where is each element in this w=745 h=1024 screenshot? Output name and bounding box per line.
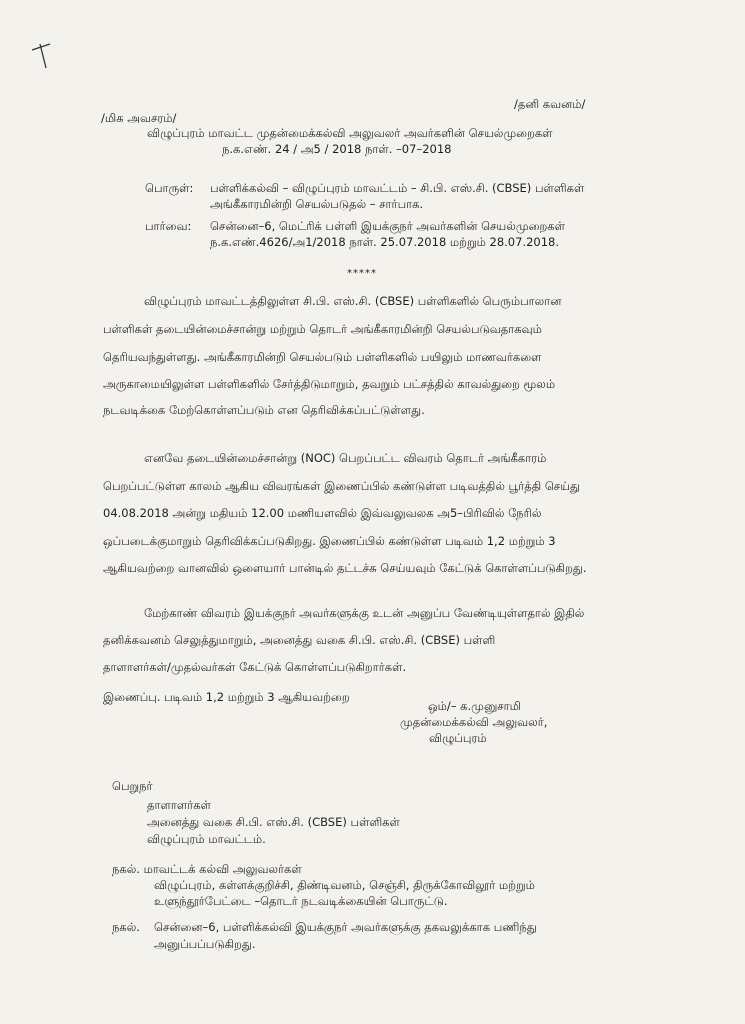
recipients-line-3: விழுப்புரம் மாவட்டம். bbox=[147, 832, 266, 846]
paragraph-2-line: ஆகியவற்றை வானவில் ஒளையார் பான்டில் தட்டச்சு செய்யவும் கேட்டுக் கொள்ளப்படுகிறது. bbox=[103, 561, 587, 575]
signature-name: ஒம்/– க.முனுசாமி bbox=[428, 699, 521, 713]
enclosure-note: இணைப்பு. படிவம் 1,2 மற்றும் 3 ஆகியவற்றை bbox=[103, 690, 350, 704]
copy-2-line-1: சென்னை–6, பள்ளிக்கல்வி இயக்குநர் அவர்களுக்கு தகவலுக்காக பணிந்து bbox=[154, 920, 537, 934]
recipients-line-1: தாளாளர்கள் bbox=[147, 798, 212, 812]
reference-line-1: சென்னை–6, மெட்ரிக் பள்ளி இயக்குநர் அவர்களின் செயல்முறைகள் bbox=[210, 219, 566, 233]
copy-1-line-1: விழுப்புரம், கள்ளக்குறிச்சி, திண்டிவனம், செஞ்சி, திருக்கோவிலூர் மற்றும் bbox=[154, 878, 535, 892]
paragraph-1-line: நடவடிக்கை மேற்கொள்ளப்படும் என தெரிவிக்கப்பட்டுள்ளது. bbox=[103, 403, 425, 417]
copy-1-label: நகல். மாவட்டக் கல்வி அலுவலர்கள் bbox=[112, 862, 302, 876]
reference-line-2: ந.க.எண்.4626/அ1/2018 நாள். 25.07.2018 மற்றும் 28.07.2018. bbox=[210, 235, 560, 249]
paragraph-3-line: தாளாளர்கள்/முதல்வர்கள் கேட்டுக் கொள்ளப்படுகிறார்கள். bbox=[103, 660, 407, 674]
paragraph-1-line: அருகாமையிலுள்ள பள்ளிகளில் சேர்த்திடுமாறும், தவறும் பட்சத்தில் காவல்துறை மூலம் bbox=[103, 377, 556, 391]
signature-place: விழுப்புரம் bbox=[429, 731, 487, 745]
reference-label: பார்வை: bbox=[145, 219, 192, 233]
signature-designation: முதன்மைக்கல்வி அலுவலர், bbox=[400, 715, 548, 729]
copy-1-line-2: உளுந்தூர்பேட்டை –தொடர் நடவடிக்கையின் பொருட்டு. bbox=[154, 894, 448, 908]
subject-label: பொருள்: bbox=[145, 181, 194, 195]
subject-line-1: பள்ளிக்கல்வி – விழுப்புரம் மாவட்டம் – சி.பி. எஸ்.சி. (CBSE) பள்ளிகள் bbox=[210, 181, 585, 195]
paragraph-3-line: மேற்காண் விவரம் இயக்குநர் அவர்களுக்கு உடன் அனுப்ப வேண்டியுள்ளதால் இதில் bbox=[144, 606, 585, 620]
paragraph-2-line: பெறப்பட்டுள்ள காலம் ஆகிய விவரங்கள் இணைப்பில் கண்டுள்ள படிவத்தில் பூர்த்தி செய்து bbox=[103, 479, 580, 493]
paragraph-1-line: தெரியவந்துள்ளது. அங்கீகாரமின்றி செயல்படும் பள்ளிகளில் பயிலும் மாணவர்களை bbox=[103, 350, 542, 364]
paragraph-1-line: விழுப்புரம் மாவட்டத்திலுள்ள சி.பி. எஸ்.சி. (CBSE) பள்ளிகளில் பெரும்பாலான bbox=[144, 294, 562, 308]
paragraph-3-line: தனிக்கவனம் செலுத்துமாறும், அனைத்து வகை சி.பி. எஸ்.சி. (CBSE) பள்ளி bbox=[103, 633, 496, 647]
reference-number: ந.க.எண். 24 / அ5 / 2018 நாள். –07–2018 bbox=[222, 142, 452, 156]
recipients-label: பெறுநர் bbox=[112, 779, 153, 793]
office-title: விழுப்புரம் மாவட்ட முதன்மைக்கல்வி அலுவலர் அவர்களின் செயல்முறைகள் bbox=[147, 126, 553, 140]
paragraph-1-line: பள்ளிகள் தடையின்மைச்சான்று மற்றும் தொடர் அங்கீகாரமின்றி செயல்படுவதாகவும் bbox=[103, 322, 542, 336]
priority-tag: /மிக அவசரம்/ bbox=[101, 111, 177, 125]
copy-2-label: நகல். bbox=[112, 920, 140, 934]
paragraph-2-line: 04.08.2018 அன்று மதியம் 12.00 மணியளவில் இவ்வலுவலக அ5–பிரிவில் நேரில் bbox=[103, 506, 542, 520]
paragraph-2-line: ஒப்படைக்குமாறும் தெரிவிக்கப்படுகிறது. இணைப்பில் கண்டுள்ள படிவம் 1,2 மற்றும் 3 bbox=[103, 534, 556, 548]
recipients-line-2: அனைத்து வகை சி.பி. எஸ்.சி. (CBSE) பள்ளிகள் bbox=[147, 815, 400, 829]
paragraph-2-line: எனவே தடையின்மைச்சான்று (NOC) பெறப்பட்ட விவரம் தொடர் அங்கீகாரம் bbox=[144, 451, 547, 465]
subject-line-2: அங்கீகாரமின்றி செயல்படுதல் – சார்பாக. bbox=[210, 197, 424, 211]
separator-stars: ***** bbox=[347, 268, 377, 279]
attention-tag: /தனி கவனம்/ bbox=[514, 97, 586, 111]
copy-2-line-2: அனுப்பப்படுகிறது. bbox=[154, 937, 256, 951]
pen-mark bbox=[28, 38, 62, 72]
